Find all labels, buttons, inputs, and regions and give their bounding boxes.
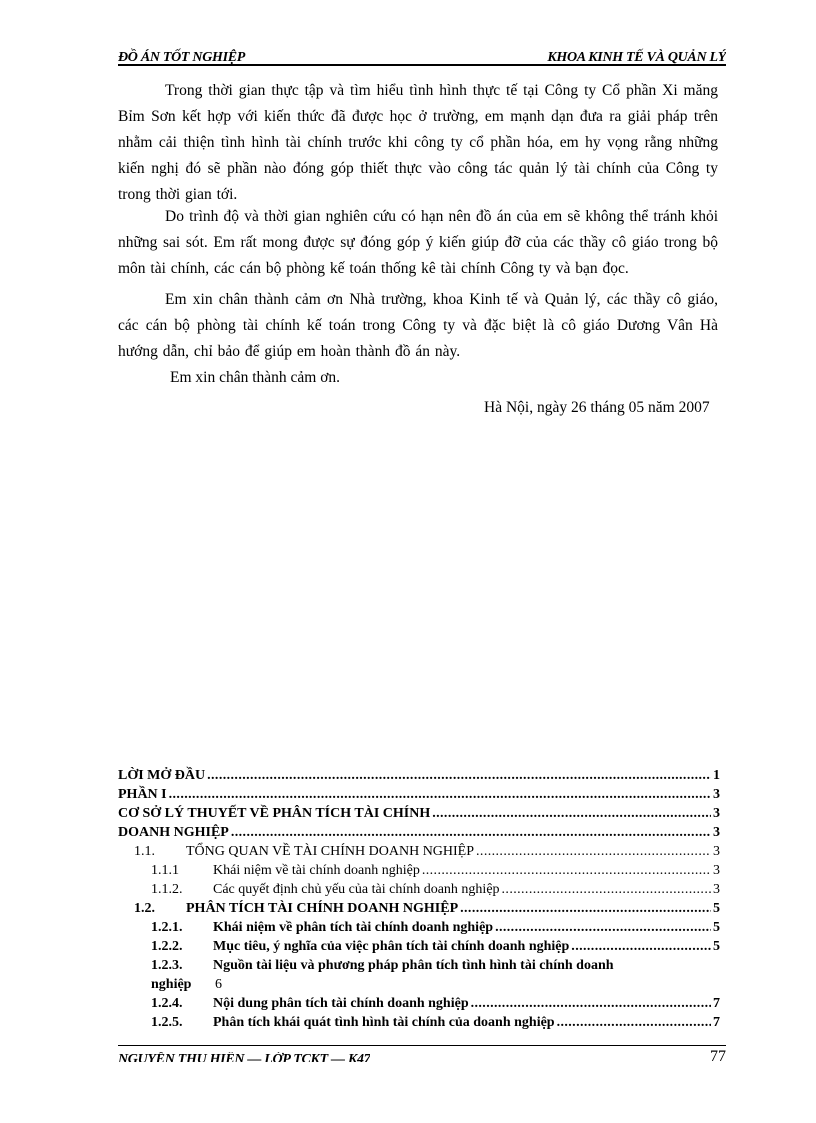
toc-entry-number: 1.2.3. (151, 958, 183, 973)
toc-entry-page: 3 (713, 825, 720, 840)
body-paragraph-1: Trong thời gian thực tập và tìm hiểu tình hình thực tế tại Công ty Cổ phần Xi măng Bỉm Sơn kết hợp với kiến thức đã được học ở trường, em mạnh dạn đưa ra giải pháp trên nhằm cải thiện tình hình tài chính trước khi công ty cổ phần hóa, em hy vọng rằng những kiến nghị đó sẽ phần nào đóng góp thiết thực vào công tác quản lý tài chính của Công ty trong thời gian tới. (118, 82, 718, 203)
body-paragraph-2: Do trình độ và thời gian nghiên cứu có hạn nên đồ án của em sẽ không thể tránh khỏi những sai sót. Em rất mong được sự đóng góp ý kiến giúp đỡ của các thầy cô giáo trong bộ môn tài chính, các cán bộ phòng kế toán thống kê tài chính Công ty và bạn đọc. (118, 208, 718, 277)
toc-entry[interactable] (118, 863, 720, 882)
toc-entry-text: Nguồn tài liệu và phương pháp phân tích tình hình tài chính doanh (213, 958, 614, 973)
toc-entry-text-cont: nghiệp (151, 977, 192, 992)
toc-entry-text: Các quyết định chủ yếu của tài chính doanh nghiệp (213, 882, 500, 897)
toc-entry[interactable] (118, 768, 720, 787)
toc-entry-text: CƠ SỞ LÝ THUYẾT VỀ PHÂN TÍCH TÀI CHÍNH (118, 806, 431, 821)
toc-entry-text: Nội dung phân tích tài chính doanh nghiệp (213, 996, 469, 1011)
toc-entry-page: 7 (713, 996, 720, 1011)
toc-leader (207, 768, 711, 784)
toc-entry[interactable] (118, 825, 720, 844)
toc-leader (422, 863, 711, 879)
toc-entry-page: 7 (713, 1015, 720, 1030)
toc-entry[interactable] (118, 901, 720, 920)
toc-entry-text: Khái niệm về phân tích tài chính doanh nghiệp (213, 920, 494, 935)
toc-entry-text: LỜI MỞ ĐẦU (118, 768, 206, 783)
toc-entry-page: 1 (713, 768, 720, 783)
toc-entry[interactable] (118, 787, 720, 806)
toc-entry-number: 1.2.1. (151, 920, 183, 935)
page-footer (118, 1045, 726, 1070)
footer-page-number: 77 (710, 1048, 726, 1065)
header-left-text: ĐỒ ÁN TỐT NGHIỆP (118, 50, 246, 65)
toc-entry-number: 1.2.4. (151, 996, 183, 1011)
toc-entry[interactable] (118, 996, 720, 1015)
toc-leader (571, 939, 711, 955)
toc-entry-text: Khái niệm về tài chính doanh nghiệp (213, 863, 420, 878)
toc-entry-number: 1.2.5. (151, 1015, 183, 1030)
page-header (118, 44, 726, 66)
toc-leader (476, 844, 711, 860)
toc-entry-number: 1.1. (134, 844, 155, 859)
table-of-contents (118, 768, 720, 1034)
toc-entry[interactable] (118, 882, 720, 901)
toc-entry-number: 1.2.2. (151, 939, 183, 954)
toc-entry[interactable] (118, 844, 720, 863)
toc-entry[interactable] (118, 920, 720, 939)
thanks-line: Em xin chân thành cảm ơn. (170, 369, 341, 386)
toc-entry-page: 5 (713, 901, 720, 916)
toc-entry-page: 3 (713, 863, 720, 878)
toc-entry-page: 6 (215, 977, 222, 992)
toc-entry-text: Mục tiêu, ý nghĩa của việc phân tích tài chính doanh nghiệp (213, 939, 570, 954)
toc-entry-page: 5 (713, 920, 720, 935)
toc-entry-text: DOANH NGHIỆP (118, 825, 229, 840)
toc-entry-page: 3 (713, 806, 720, 821)
toc-entry-page: 3 (713, 844, 720, 859)
toc-entry-number: 1.1.1 (151, 863, 179, 878)
date-line: Hà Nội, ngày 26 tháng 05 năm 2007 (484, 399, 710, 416)
toc-leader (471, 996, 711, 1012)
toc-leader (460, 901, 711, 917)
toc-entry[interactable] (118, 958, 720, 977)
toc-entry-page: 3 (713, 882, 720, 897)
toc-entry-continuation[interactable] (118, 977, 720, 996)
toc-entry-number: 1.1.2. (151, 882, 183, 897)
toc-entry-number: 1.2. (134, 901, 155, 916)
toc-leader (169, 787, 711, 803)
footer-left-text: NGUYỄN THU HIỀN — LỚP TCKT — K47 (118, 1052, 371, 1062)
toc-entry-text: Phân tích khái quát tình hình tài chính của doanh nghiệp (213, 1015, 555, 1030)
toc-entry-text: PHẦN I (118, 787, 167, 802)
body-paragraph-3: Em xin chân thành cảm ơn Nhà trường, khoa Kinh tế và Quản lý, các thầy cô giáo, các cán bộ phòng tài chính kế toán trong Công ty và đặc biệt là cô giáo Dương Vân Hà hướng dẫn, chỉ bảo để giúp em hoàn thành đồ án này. (118, 291, 718, 360)
toc-entry[interactable] (118, 939, 720, 958)
toc-entry[interactable] (118, 1015, 720, 1034)
toc-entry-page: 3 (713, 787, 720, 802)
toc-leader (231, 825, 711, 841)
toc-entry-text: PHÂN TÍCH TÀI CHÍNH DOANH NGHIỆP (186, 901, 459, 916)
toc-leader (495, 920, 711, 936)
toc-leader (502, 882, 711, 898)
toc-entry[interactable] (118, 806, 720, 825)
toc-entry-page: 5 (713, 939, 720, 954)
toc-entry-text: TỔNG QUAN VỀ TÀI CHÍNH DOANH NGHIỆP (186, 844, 475, 859)
header-right-text: KHOA KINH TẾ VÀ QUẢN LÝ (547, 50, 726, 65)
toc-leader (557, 1015, 711, 1031)
toc-leader (432, 806, 711, 822)
